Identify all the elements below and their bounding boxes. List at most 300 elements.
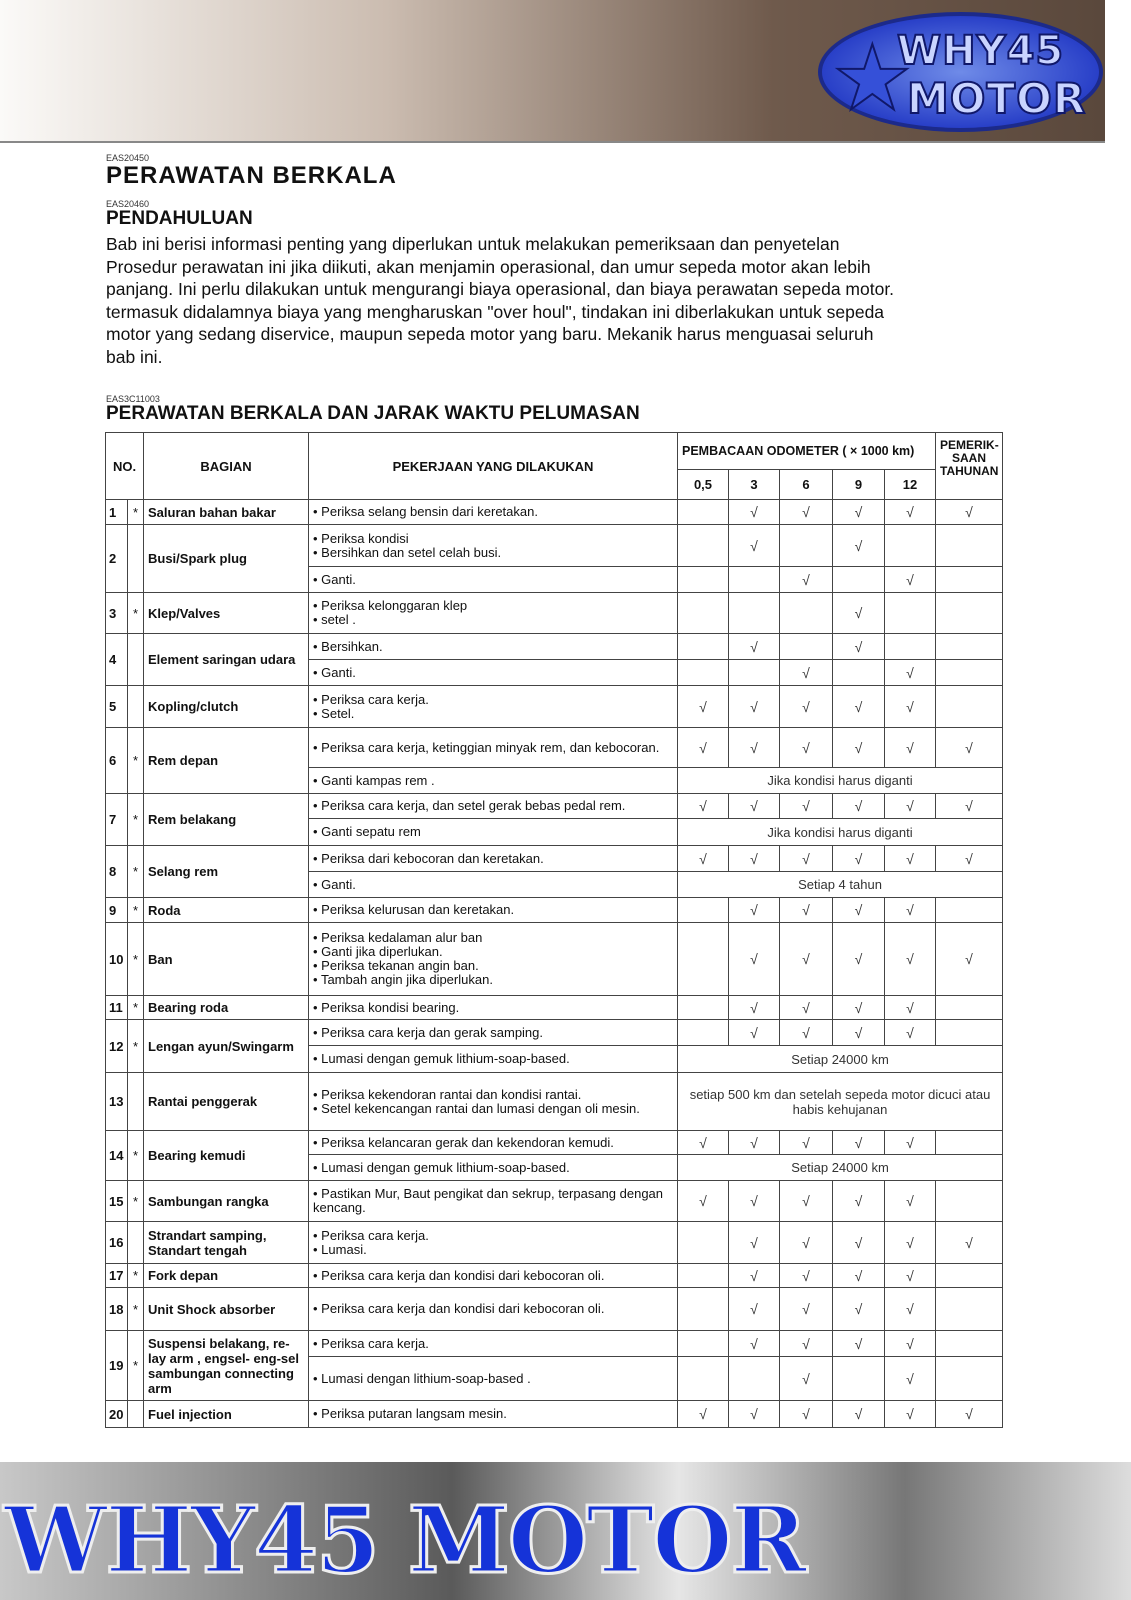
empty-cell: [936, 567, 1003, 593]
task-list: [313, 852, 673, 866]
task-cell: [309, 846, 678, 872]
task-item: • Bersihkan.: [313, 640, 673, 654]
part-name: Busi/Spark plug: [144, 525, 309, 593]
task-list: [313, 1052, 673, 1066]
empty-cell: [936, 1020, 1003, 1046]
empty-cell: [936, 1288, 1003, 1331]
task-list: [313, 903, 673, 917]
check-mark-icon: √: [780, 1181, 833, 1222]
check-mark-icon: √: [780, 660, 833, 686]
row-number: 13: [106, 1073, 128, 1131]
check-mark-icon: √: [678, 1401, 729, 1428]
critical-marker: *: [128, 500, 144, 525]
task-list: [313, 1229, 673, 1257]
empty-cell: [833, 660, 885, 686]
check-mark-icon: √: [833, 923, 885, 996]
check-mark-icon: √: [780, 1020, 833, 1046]
task-list: [313, 693, 673, 721]
check-mark-icon: √: [833, 794, 885, 819]
check-mark-icon: √: [885, 996, 936, 1020]
table-row: [106, 898, 1003, 923]
part-name: Strandart samping, Standart tengah: [144, 1222, 309, 1264]
task-cell: [309, 1073, 678, 1131]
check-mark-icon: √: [780, 794, 833, 819]
critical-marker: [128, 1073, 144, 1131]
critical-marker: *: [128, 846, 144, 898]
check-mark-icon: √: [833, 1288, 885, 1331]
row-number: 15: [106, 1181, 128, 1222]
check-mark-icon: √: [885, 1288, 936, 1331]
task-list: [313, 1001, 673, 1015]
check-mark-icon: √: [833, 593, 885, 634]
table-heading: PERAWATAN BERKALA DAN JARAK WAKTU PELUMASAN: [106, 403, 640, 424]
task-list: [313, 799, 673, 813]
task-item: • Ganti.: [313, 878, 673, 892]
check-mark-icon: √: [729, 1331, 780, 1357]
part-name: Klep/Valves: [144, 593, 309, 634]
empty-cell: [678, 1222, 729, 1264]
empty-cell: [729, 1357, 780, 1401]
check-mark-icon: √: [936, 923, 1003, 996]
critical-marker: *: [128, 593, 144, 634]
empty-cell: [678, 593, 729, 634]
table-row: [106, 1288, 1003, 1331]
intro-line: motor yang sedang diservice, maupun sepeda motor yang baru. Mekanik harus menguasai seluruh: [106, 324, 874, 344]
task-cell: [309, 1331, 678, 1357]
check-mark-icon: √: [885, 1222, 936, 1264]
task-list: [313, 1372, 673, 1386]
check-mark-icon: √: [780, 1264, 833, 1288]
logo-text-line2: MOTOR: [907, 74, 1087, 123]
empty-cell: [936, 634, 1003, 660]
task-list: [313, 1136, 673, 1150]
maintenance-schedule-table: [105, 432, 1003, 1428]
header-interval: 3: [729, 470, 780, 500]
check-mark-icon: √: [729, 996, 780, 1020]
header-banner: [0, 0, 1105, 143]
row-number: 10: [106, 923, 128, 996]
check-mark-icon: √: [833, 1331, 885, 1357]
why45-motor-logo: [818, 12, 1103, 132]
task-item: • Ganti.: [313, 666, 673, 680]
task-list: [313, 741, 673, 755]
empty-cell: [936, 686, 1003, 728]
check-mark-icon: √: [678, 1181, 729, 1222]
task-cell: [309, 686, 678, 728]
task-item: • Setel.: [313, 707, 673, 721]
check-mark-icon: √: [780, 1357, 833, 1401]
check-mark-icon: √: [678, 846, 729, 872]
check-mark-icon: √: [678, 1131, 729, 1155]
task-item: • Periksa cara kerja.: [313, 1229, 673, 1243]
page-title: PERAWATAN BERKALA: [106, 162, 397, 189]
row-number: 18: [106, 1288, 128, 1331]
header-odometer: PEMBACAAN ODOMETER ( × 1000 km): [678, 433, 936, 470]
table-row: [106, 593, 1003, 634]
table-row: [106, 525, 1003, 567]
check-mark-icon: √: [678, 794, 729, 819]
empty-cell: [678, 1357, 729, 1401]
task-item: • setel .: [313, 613, 673, 627]
task-item: • Pastikan Mur, Baut pengikat dan sekrup, terpasang dengan kencang.: [313, 1187, 673, 1215]
table-row: [106, 1131, 1003, 1155]
task-list: [313, 599, 673, 627]
task-item: • Periksa cara kerja.: [313, 1337, 673, 1351]
empty-cell: [936, 1331, 1003, 1357]
task-item: • Lumasi.: [313, 1243, 673, 1257]
check-mark-icon: √: [729, 1222, 780, 1264]
task-cell: [309, 898, 678, 923]
critical-marker: *: [128, 1264, 144, 1288]
empty-cell: [936, 1131, 1003, 1155]
check-mark-icon: √: [885, 660, 936, 686]
table-row: [106, 1264, 1003, 1288]
row-number: 19: [106, 1331, 128, 1401]
part-name: Bearing roda: [144, 996, 309, 1020]
check-mark-icon: √: [885, 1331, 936, 1357]
check-mark-icon: √: [885, 923, 936, 996]
task-list: [313, 878, 673, 892]
empty-cell: [678, 525, 729, 567]
check-mark-icon: √: [936, 1222, 1003, 1264]
header-tahunan: PEMERIK- SAAN TAHUNAN: [936, 433, 1003, 500]
task-list: [313, 1302, 673, 1316]
check-mark-icon: √: [780, 1401, 833, 1428]
task-item: • Periksa kelonggaran klep: [313, 599, 673, 613]
check-mark-icon: √: [729, 634, 780, 660]
task-item: • Periksa cara kerja dan kondisi dari kebocoran oli.: [313, 1302, 673, 1316]
task-cell: [309, 567, 678, 593]
section-code: EAS3C11003: [106, 394, 160, 404]
empty-cell: [678, 898, 729, 923]
task-item: • Periksa tekanan angin ban.: [313, 959, 673, 973]
header-interval: 6: [780, 470, 833, 500]
critical-marker: *: [128, 1331, 144, 1401]
check-mark-icon: √: [729, 500, 780, 525]
check-mark-icon: √: [729, 1264, 780, 1288]
check-mark-icon: √: [729, 686, 780, 728]
row-number: 11: [106, 996, 128, 1020]
check-mark-icon: √: [833, 525, 885, 567]
check-mark-icon: √: [729, 794, 780, 819]
check-mark-icon: √: [833, 1222, 885, 1264]
row-number: 16: [106, 1222, 128, 1264]
part-name: Unit Shock absorber: [144, 1288, 309, 1331]
task-item: • Ganti.: [313, 573, 673, 587]
star-icon: ★: [832, 29, 913, 129]
critical-marker: *: [128, 898, 144, 923]
task-list: [313, 640, 673, 654]
header-interval: 9: [833, 470, 885, 500]
check-mark-icon: √: [678, 686, 729, 728]
empty-cell: [885, 593, 936, 634]
interval-note: Setiap 4 tahun: [678, 872, 1003, 898]
row-number: 14: [106, 1131, 128, 1181]
task-item: • Periksa cara kerja.: [313, 693, 673, 707]
empty-cell: [678, 996, 729, 1020]
critical-marker: [128, 634, 144, 686]
task-cell: [309, 1131, 678, 1155]
interval-note: Setiap 24000 km: [678, 1046, 1003, 1073]
critical-marker: *: [128, 923, 144, 996]
table-row: [106, 1181, 1003, 1222]
check-mark-icon: √: [833, 686, 885, 728]
table-row: [106, 996, 1003, 1020]
task-item: • Periksa kondisi bearing.: [313, 1001, 673, 1015]
part-name: Fork depan: [144, 1264, 309, 1288]
task-list: [313, 1407, 673, 1421]
task-item: • Periksa kelancaran gerak dan kekendoran kemudi.: [313, 1136, 673, 1150]
task-item: • Periksa cara kerja dan gerak samping.: [313, 1026, 673, 1040]
empty-cell: [729, 593, 780, 634]
task-item: • Lumasi dengan gemuk lithium-soap-based.: [313, 1052, 673, 1066]
table-row: [106, 1401, 1003, 1428]
empty-cell: [678, 1288, 729, 1331]
empty-cell: [678, 634, 729, 660]
intro-line: Bab ini berisi informasi penting yang diperlukan untuk melakukan pemeriksaan dan penyetelan: [106, 234, 840, 254]
row-number: 20: [106, 1401, 128, 1428]
check-mark-icon: √: [780, 1131, 833, 1155]
row-number: 6: [106, 728, 128, 794]
task-cell: [309, 1264, 678, 1288]
table-row: [106, 1020, 1003, 1046]
critical-marker: [128, 525, 144, 593]
section-code: EAS20450: [106, 153, 150, 163]
row-number: 4: [106, 634, 128, 686]
table-row: [106, 728, 1003, 768]
table-row: [106, 634, 1003, 660]
check-mark-icon: √: [936, 728, 1003, 768]
check-mark-icon: √: [780, 686, 833, 728]
task-item: • Periksa kekendoran rantai dan kondisi rantai.: [313, 1088, 673, 1102]
check-mark-icon: √: [729, 728, 780, 768]
check-mark-icon: √: [729, 1288, 780, 1331]
empty-cell: [780, 634, 833, 660]
empty-cell: [936, 898, 1003, 923]
task-item: • Setel kekencangan rantai dan lumasi dengan oli mesin.: [313, 1102, 673, 1116]
task-cell: [309, 500, 678, 525]
interval-note: setiap 500 km dan setelah sepeda motor dicuci atau habis kehujanan: [678, 1073, 1003, 1131]
task-list: [313, 1187, 673, 1215]
part-name: Fuel injection: [144, 1401, 309, 1428]
check-mark-icon: √: [885, 686, 936, 728]
check-mark-icon: √: [885, 1131, 936, 1155]
row-number: 12: [106, 1020, 128, 1073]
task-item: • Lumasi dengan lithium-soap-based .: [313, 1372, 673, 1386]
table-row: [106, 686, 1003, 728]
row-number: 7: [106, 794, 128, 846]
task-item: • Periksa kedalaman alur ban: [313, 931, 673, 945]
task-list: [313, 666, 673, 680]
task-cell: [309, 525, 678, 567]
footer-banner: [0, 1462, 1131, 1600]
task-item: • Lumasi dengan gemuk lithium-soap-based.: [313, 1161, 673, 1175]
header-interval: 0,5: [678, 470, 729, 500]
check-mark-icon: √: [885, 1357, 936, 1401]
empty-cell: [780, 525, 833, 567]
table-row: [106, 1331, 1003, 1357]
critical-marker: *: [128, 996, 144, 1020]
part-name: Kopling/clutch: [144, 686, 309, 728]
check-mark-icon: √: [833, 996, 885, 1020]
task-item: • Ganti kampas rem .: [313, 774, 673, 788]
check-mark-icon: √: [729, 1181, 780, 1222]
table-row: [106, 846, 1003, 872]
empty-cell: [678, 660, 729, 686]
row-number: 9: [106, 898, 128, 923]
task-item: • Ganti sepatu rem: [313, 825, 673, 839]
empty-cell: [678, 1020, 729, 1046]
part-name: Rem depan: [144, 728, 309, 794]
task-list: [313, 1337, 673, 1351]
check-mark-icon: √: [885, 846, 936, 872]
task-cell: [309, 660, 678, 686]
critical-marker: *: [128, 794, 144, 846]
task-item: • Periksa cara kerja dan kondisi dari kebocoran oli.: [313, 1269, 673, 1283]
check-mark-icon: √: [780, 1288, 833, 1331]
header-pekerjaan: PEKERJAAN YANG DILAKUKAN: [309, 433, 678, 500]
empty-cell: [936, 1264, 1003, 1288]
check-mark-icon: √: [936, 846, 1003, 872]
check-mark-icon: √: [780, 923, 833, 996]
empty-cell: [885, 525, 936, 567]
check-mark-icon: √: [780, 1222, 833, 1264]
task-item: • Periksa putaran langsam mesin.: [313, 1407, 673, 1421]
task-cell: [309, 1222, 678, 1264]
table-row: [106, 1073, 1003, 1131]
part-name: Bearing kemudi: [144, 1131, 309, 1181]
task-cell: [309, 872, 678, 898]
task-list: [313, 931, 673, 987]
part-name: Selang rem: [144, 846, 309, 898]
task-cell: [309, 1288, 678, 1331]
task-cell: [309, 923, 678, 996]
task-cell: [309, 1020, 678, 1046]
check-mark-icon: √: [729, 923, 780, 996]
task-list: [313, 505, 673, 519]
empty-cell: [678, 1331, 729, 1357]
empty-cell: [936, 1357, 1003, 1401]
task-list: [313, 573, 673, 587]
task-item: • Periksa cara kerja, dan setel gerak bebas pedal rem.: [313, 799, 673, 813]
task-cell: [309, 819, 678, 846]
check-mark-icon: √: [885, 794, 936, 819]
part-name: Element saringan udara: [144, 634, 309, 686]
table-row: [106, 923, 1003, 996]
part-name: Suspensi belakang, re-lay arm , engsel- eng-sel sambungan connecting arm: [144, 1331, 309, 1401]
check-mark-icon: √: [729, 525, 780, 567]
intro-heading: PENDAHULUAN: [106, 208, 253, 229]
header-bagian: BAGIAN: [144, 433, 309, 500]
task-cell: [309, 728, 678, 768]
check-mark-icon: √: [833, 728, 885, 768]
part-name: Ban: [144, 923, 309, 996]
check-mark-icon: √: [780, 996, 833, 1020]
check-mark-icon: √: [885, 500, 936, 525]
header-interval: 12: [885, 470, 936, 500]
footer-brand-text: WHY45 MOTOR: [4, 1486, 806, 1594]
task-cell: [309, 1401, 678, 1428]
part-name: Sambungan rangka: [144, 1181, 309, 1222]
task-list: [313, 1161, 673, 1175]
critical-marker: *: [128, 1181, 144, 1222]
check-mark-icon: √: [729, 1020, 780, 1046]
check-mark-icon: √: [833, 634, 885, 660]
check-mark-icon: √: [833, 846, 885, 872]
part-name: Lengan ayun/Swingarm: [144, 1020, 309, 1073]
row-number: 17: [106, 1264, 128, 1288]
interval-note: Jika kondisi harus diganti: [678, 819, 1003, 846]
task-item: • Periksa cara kerja, ketinggian minyak rem, dan kebocoran.: [313, 741, 673, 755]
part-name: Roda: [144, 898, 309, 923]
empty-cell: [678, 567, 729, 593]
check-mark-icon: √: [833, 500, 885, 525]
check-mark-icon: √: [833, 1131, 885, 1155]
empty-cell: [780, 593, 833, 634]
table-row: [106, 500, 1003, 525]
task-item: • Periksa kelurusan dan keretakan.: [313, 903, 673, 917]
empty-cell: [678, 923, 729, 996]
empty-cell: [729, 660, 780, 686]
task-cell: [309, 1357, 678, 1401]
task-list: [313, 532, 673, 560]
empty-cell: [936, 525, 1003, 567]
check-mark-icon: √: [833, 1401, 885, 1428]
check-mark-icon: √: [885, 567, 936, 593]
check-mark-icon: √: [885, 1401, 936, 1428]
empty-cell: [885, 634, 936, 660]
check-mark-icon: √: [885, 1181, 936, 1222]
empty-cell: [936, 660, 1003, 686]
critical-marker: *: [128, 1020, 144, 1073]
task-list: [313, 1026, 673, 1040]
critical-marker: *: [128, 728, 144, 794]
task-list: [313, 1269, 673, 1283]
row-number: 3: [106, 593, 128, 634]
table-row: [106, 1222, 1003, 1264]
check-mark-icon: √: [833, 1181, 885, 1222]
task-list: [313, 774, 673, 788]
part-name: Saluran bahan bakar: [144, 500, 309, 525]
part-name: Rem belakang: [144, 794, 309, 846]
task-cell: [309, 634, 678, 660]
task-cell: [309, 1155, 678, 1181]
empty-cell: [678, 500, 729, 525]
task-cell: [309, 1046, 678, 1073]
task-cell: [309, 1181, 678, 1222]
task-item: • Periksa dari kebocoran dan keretakan.: [313, 852, 673, 866]
check-mark-icon: √: [729, 1131, 780, 1155]
intro-line: termasuk didalamnya biaya yang mengharuskan "over houl", tindakan ini diberlakukan untuk sepeda: [106, 301, 885, 322]
interval-note: Setiap 24000 km: [678, 1155, 1003, 1181]
intro-line: Prosedur perawatan ini jika diikuti, akan menjamin operasional, dan umur sepeda motor akan lebih: [106, 256, 871, 277]
task-item: • Tambah angin jika diperlukan.: [313, 973, 673, 987]
row-number: 5: [106, 686, 128, 728]
row-number: 2: [106, 525, 128, 593]
header-no: NO.: [106, 433, 144, 500]
empty-cell: [678, 1264, 729, 1288]
empty-cell: [936, 1181, 1003, 1222]
task-cell: [309, 794, 678, 819]
section-code: EAS20460: [106, 199, 150, 209]
task-item: • Ganti jika diperlukan.: [313, 945, 673, 959]
check-mark-icon: √: [833, 1020, 885, 1046]
critical-marker: [128, 686, 144, 728]
intro-line: panjang. Ini perlu dilakukan untuk mengurangi biaya operasional, dan biaya perawatan sepeda motor.: [106, 279, 895, 299]
check-mark-icon: √: [780, 898, 833, 923]
check-mark-icon: √: [780, 567, 833, 593]
check-mark-icon: √: [833, 1264, 885, 1288]
